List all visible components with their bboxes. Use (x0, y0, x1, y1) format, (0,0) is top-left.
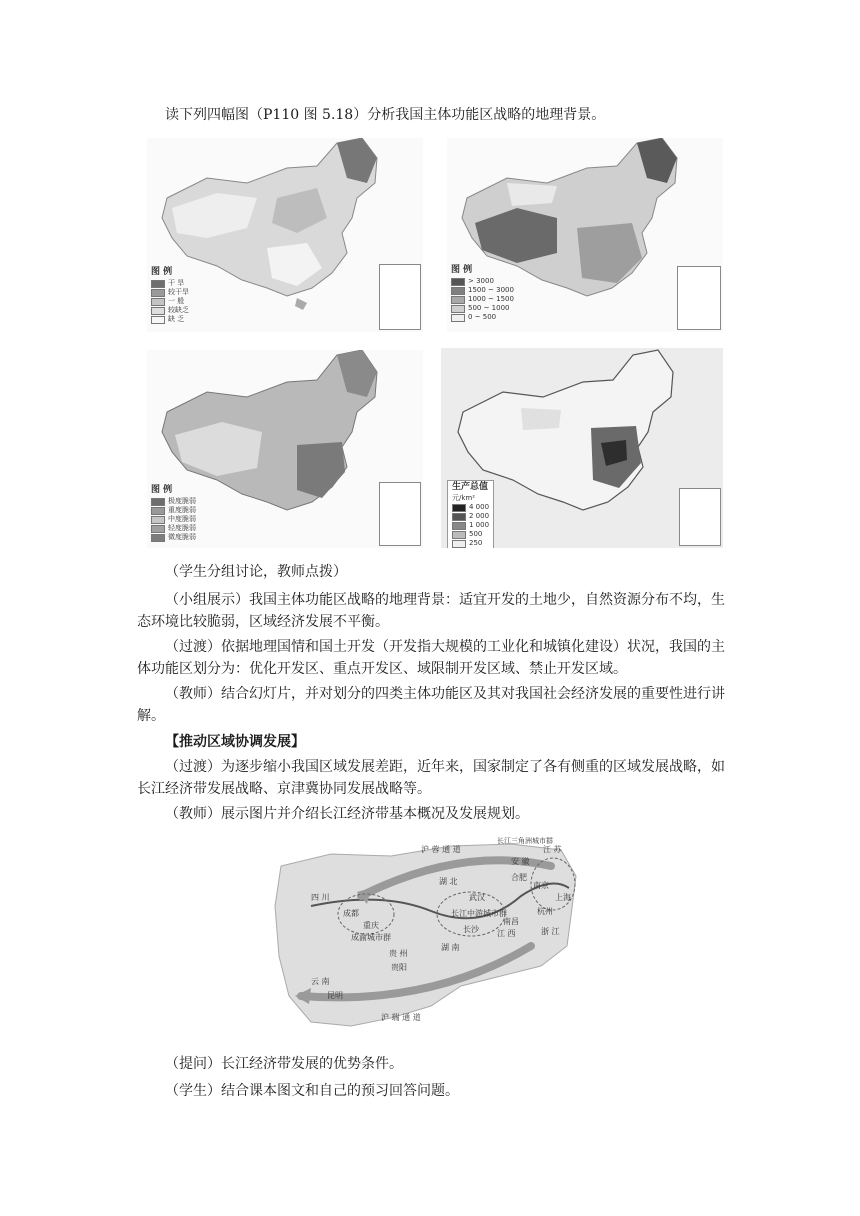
map-inset (677, 266, 721, 330)
paragraph-question: （提问）长江经济带发展的优势条件。 (165, 1056, 403, 1072)
label-chongqing: 重庆 (363, 921, 379, 930)
corridor-north-label: 沪 蓉 通 道 (421, 845, 461, 854)
paragraph-discussion: （学生分组讨论，教师点拨） (165, 564, 347, 580)
label-wuhan: 武汉 (469, 893, 485, 902)
label-shanghai: 上海 (555, 893, 571, 902)
paragraph-student-answer: （学生）结合课本图文和自己的预习回答问题。 (165, 1083, 459, 1099)
paragraph-transition-zones: （过渡）依据地理国情和国土开发（开发指大规模的工业化和城镇化建设）状况，我国的主体功能区划分为：优化开发区、重点开发区、域限制开发区域、禁止开发区域。 (137, 639, 725, 677)
paragraph-teacher-slides: （教师）结合幻灯片，并对划分的四类主体功能区及其对我国社会经济发展的重要性进行讲解。 (137, 686, 725, 724)
paragraph-group-display: （小组展示）我国主体功能区战略的地理背景：适宜开发的土地少，自然资源分布不均，生态环境比较脆弱，区域经济发展不平衡。 (137, 592, 725, 630)
map-dryness (147, 138, 423, 332)
map2-legend: 图 例 > 3000 1500 ~ 3000 1000 ~ 1500 500 ~ 1000 0 ~ 500 (451, 265, 514, 321)
label-hunan: 湖 南 (441, 943, 460, 952)
label-jiangsu: 江 苏 (543, 845, 562, 854)
label-anhui: 安 徽 (511, 857, 530, 866)
map-population (447, 138, 723, 332)
label-zhejiang: 浙 江 (541, 927, 560, 936)
map3-legend: 图 例 极度脆弱 重度脆弱 中度脆弱 轻度脆弱 微度脆弱 (151, 485, 196, 541)
label-middle: 长江中游城市群 (451, 909, 507, 918)
intro-text: 读下列四幅图（P110 图 5.18）分析我国主体功能区战略的地理背景。 (165, 107, 606, 123)
map1-legend: 图 例 干 旱 较干旱 一 般 较缺乏 缺 乏 (151, 267, 189, 323)
label-jiangxi: 江 西 (497, 929, 516, 938)
label-nanjing: 南京 (533, 881, 549, 890)
map-gdp-density (441, 348, 723, 548)
label-guiyang: 贵阳 (391, 963, 407, 972)
section-heading: 【推动区域协调发展】 (165, 734, 305, 750)
corridor-south-label: 沪 瑞 通 道 (381, 1013, 421, 1022)
label-chengyu: 成渝城市群 (351, 933, 391, 942)
map-inset (379, 264, 421, 330)
paragraph-regional-strategy: （过渡）为逐步缩小我国区域发展差距，近年来，国家制定了各有侧重的区域发展战略，如长江经济带发展战略、京津冀协同发展战略等。 (137, 759, 725, 797)
label-chengdu: 成都 (343, 909, 359, 918)
label-hefei: 合肥 (511, 873, 527, 882)
map-inset (379, 482, 421, 546)
yangtze-map-shape (271, 836, 587, 1042)
label-changsha: 长沙 (463, 925, 479, 934)
map-inset (679, 488, 721, 546)
paragraph-teacher-yangtze: （教师）展示图片并介绍长江经济带基本概况及发展规划。 (165, 806, 529, 822)
label-kunming: 昆明 (327, 991, 343, 1000)
map-eco-fragility (147, 350, 423, 548)
map4-legend: 生产总值 元/km² 4 000 2 000 1 000 500 250 (447, 480, 494, 548)
label-hangzhou: 杭州 (537, 907, 553, 916)
label-delta: 长江三角洲城市群 (497, 837, 553, 845)
label-guizhou: 贵 州 (389, 949, 408, 958)
label-nanchang: 南昌 (503, 917, 519, 926)
label-hubei: 湖 北 (439, 877, 458, 886)
label-yunnan: 云 南 (311, 977, 330, 986)
map-yangtze-economic-belt (271, 836, 587, 1042)
label-sichuan: 四 川 (311, 893, 330, 902)
